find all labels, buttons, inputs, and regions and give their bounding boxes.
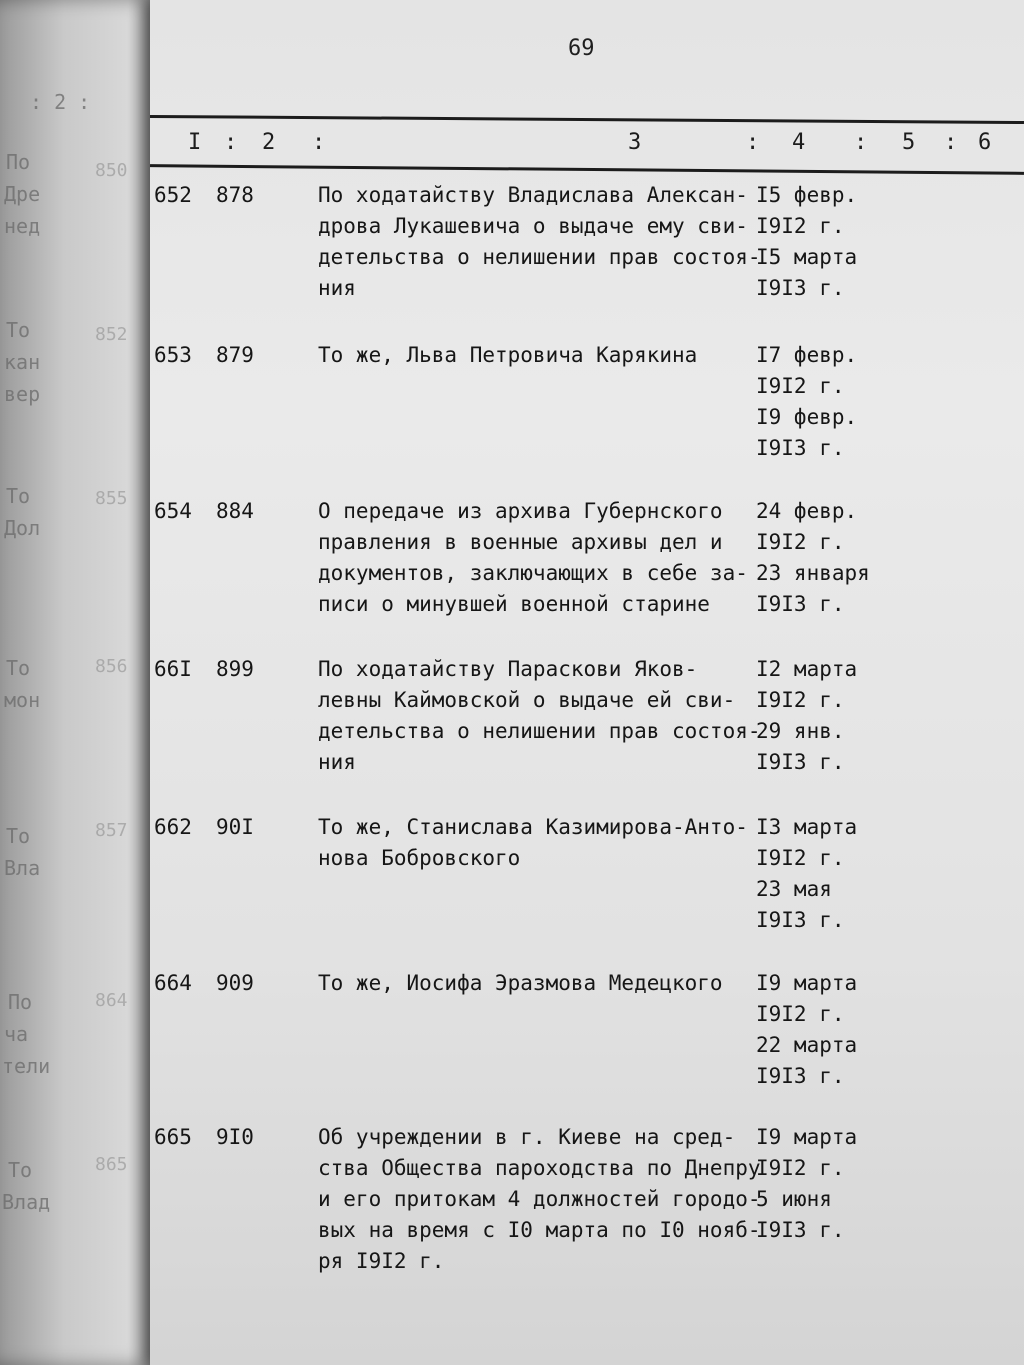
date-line: I9I3 г. [756, 592, 845, 616]
entry-description [318, 1122, 761, 1277]
description-line: детельства о нелишении прав состоя- [318, 245, 761, 269]
left-fragment: ча [4, 1022, 29, 1046]
header-separator: : [312, 130, 326, 155]
left-fragment: То [6, 824, 31, 848]
entry-dates [756, 180, 906, 304]
entry-number: 664 [154, 971, 192, 995]
date-line: I5 марта [756, 245, 858, 269]
date-line: I9 марта [756, 1125, 858, 1149]
left-facing-page [0, 0, 160, 1365]
date-line: I9 марта [756, 971, 858, 995]
description-line: То же, Льва Петровича Карякина [318, 343, 698, 367]
description-line: ния [318, 276, 356, 300]
date-line: 23 мая [756, 877, 832, 901]
header-separator: : [944, 130, 958, 155]
left-fragment: кан [4, 350, 41, 374]
date-line: I9I2 г. [756, 1156, 845, 1180]
table-header-bottom-rule [150, 164, 1024, 175]
description-line: То же, Станислава Казимирова-Анто- [318, 815, 748, 839]
left-number: 864 [95, 990, 128, 1011]
date-line: I9I2 г. [756, 846, 845, 870]
description-line: дрова Лукашевича о выдаче ему сви- [318, 214, 748, 238]
file-number: 9I0 [216, 1125, 254, 1149]
left-number: 852 [95, 324, 128, 345]
date-line: 29 янв. [756, 719, 845, 743]
entry-description [318, 340, 758, 371]
header-col6: 6 [978, 130, 992, 155]
file-number: 90I [216, 815, 254, 839]
description-line: писи о минувшей военной старине [318, 592, 710, 616]
description-line: правления в военные архивы дел и [318, 530, 723, 554]
date-line: I9I2 г. [756, 1002, 845, 1026]
left-fragment: тели [2, 1054, 51, 1078]
entry-number: 665 [154, 1125, 192, 1149]
left-number: 856 [95, 656, 128, 677]
left-number: 865 [95, 1154, 128, 1175]
table-header-top-rule [150, 115, 1024, 124]
entry-dates [756, 812, 906, 936]
date-line: 22 марта [756, 1033, 858, 1057]
file-number: 879 [216, 343, 254, 367]
entry-number: 653 [154, 343, 192, 367]
entry-number: 652 [154, 183, 192, 207]
left-fragment: По [8, 990, 33, 1014]
header-separator: : [854, 130, 868, 155]
description-line: По ходатайству Владислава Алексан- [318, 183, 748, 207]
left-fragment: Дол [4, 516, 41, 540]
header-col3: 3 [628, 130, 642, 155]
entry-description [318, 812, 758, 874]
date-line: I2 марта [756, 657, 858, 681]
entry-dates [756, 968, 906, 1092]
left-fragment: То [8, 1158, 33, 1182]
header-separator: : [224, 130, 238, 155]
left-page-header: : 2 : [30, 90, 91, 114]
description-line: То же, Иосифа Эразмова Медецкого [318, 971, 723, 995]
date-line: I9I3 г. [756, 750, 845, 774]
description-line: нова Бобровского [318, 846, 521, 870]
description-line: Об учреждении в г. Киеве на сред- [318, 1125, 736, 1149]
left-fragment: По [6, 150, 31, 174]
date-line: I9I2 г. [756, 688, 845, 712]
entry-description [318, 180, 761, 304]
entry-description [318, 496, 758, 620]
date-line: 5 июня [756, 1187, 832, 1211]
file-number: 884 [216, 499, 254, 523]
header-col1: I [188, 130, 202, 155]
left-fragment: То [6, 318, 31, 342]
file-number: 899 [216, 657, 254, 681]
date-line: I9I3 г. [756, 436, 845, 460]
date-line: I9I3 г. [756, 1218, 845, 1242]
entry-description [318, 968, 758, 999]
date-line: I5 февр. [756, 183, 858, 207]
left-number: 857 [95, 820, 128, 841]
header-col5: 5 [902, 130, 916, 155]
description-line: вых на время с I0 марта по I0 нояб- [318, 1218, 761, 1242]
description-line: По ходатайству Параскови Яков- [318, 657, 698, 681]
date-line: I9 февр. [756, 405, 858, 429]
entry-dates [756, 1122, 906, 1246]
date-line: 23 января [756, 561, 870, 585]
description-line: ния [318, 750, 356, 774]
entry-description [318, 654, 761, 778]
description-line: и его притокам 4 должностей городо- [318, 1187, 761, 1211]
description-line: ря I9I2 г. [318, 1249, 445, 1273]
left-fragment: вер [4, 382, 41, 406]
description-line: ства Общества пароходства по Днепру [318, 1156, 761, 1180]
file-number: 909 [216, 971, 254, 995]
description-line: О передаче из архива Губернского [318, 499, 723, 523]
document-sheet [150, 0, 1024, 1365]
date-line: I9I2 г. [756, 530, 845, 554]
header-col2: 2 [262, 130, 276, 155]
date-line: I3 марта [756, 815, 858, 839]
left-fragment: То [6, 656, 31, 680]
header-col4: 4 [792, 130, 806, 155]
entry-dates [756, 340, 906, 464]
date-line: I9I3 г. [756, 276, 845, 300]
date-line: I9I2 г. [756, 214, 845, 238]
entry-number: 662 [154, 815, 192, 839]
entry-number: 66I [154, 657, 192, 681]
file-number: 878 [216, 183, 254, 207]
entry-number: 654 [154, 499, 192, 523]
entry-dates [756, 496, 906, 620]
page-number: 69 [568, 36, 595, 61]
description-line: детельства о нелишении прав состоя- [318, 719, 761, 743]
date-line: I7 февр. [756, 343, 858, 367]
date-line: I9I3 г. [756, 1064, 845, 1088]
left-fragment: Дре [4, 182, 41, 206]
left-fragment: Вла [4, 856, 41, 880]
date-line: I9I2 г. [756, 374, 845, 398]
description-line: документов, заключающих в себе за- [318, 561, 748, 585]
left-number: 850 [95, 160, 128, 181]
left-fragment: нед [4, 214, 41, 238]
header-separator: : [746, 130, 760, 155]
left-fragment: Влад [2, 1190, 51, 1214]
left-fragment: То [6, 484, 31, 508]
left-fragment: мон [4, 688, 41, 712]
date-line: I9I3 г. [756, 908, 845, 932]
left-number: 855 [95, 488, 128, 509]
date-line: 24 февр. [756, 499, 858, 523]
entry-dates [756, 654, 906, 778]
description-line: левны Каймовской о выдаче ей сви- [318, 688, 736, 712]
